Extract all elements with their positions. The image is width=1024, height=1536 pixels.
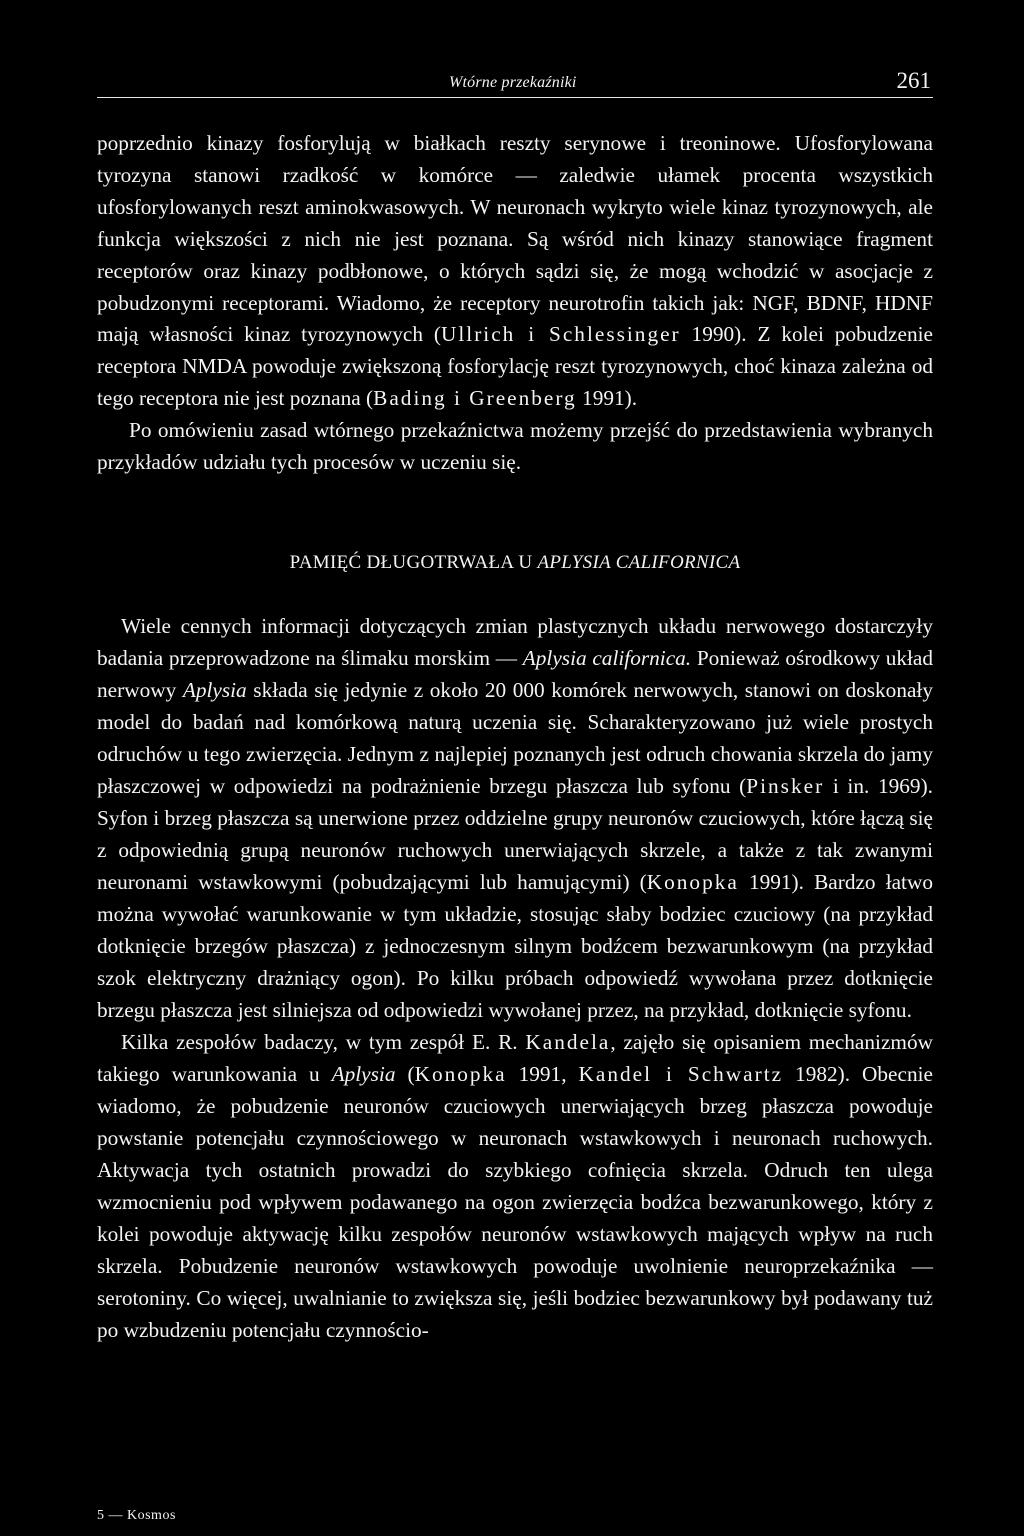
- citation-kandel-schwartz: Kandel i Schwartz: [578, 1062, 784, 1086]
- citation-konopka: Konopka: [646, 870, 739, 894]
- paragraph-4-text-e: 1982). Obecnie wiadomo, że pobudzenie neuronów czuciowych unerwiających brzeg płaszcza powoduje powstanie potencjału czynnościowego w neuronach wstawkowych i neuronach ruchowych. Aktywacja tych ostatnich prowadzi do szybkiego cofnięcia skrzela. Odruch ten ulega wzmocnieniu pod wpływem podawanego na ogon zwierzęcia bodźca bezwarunkowego, który z kolei powoduje aktywację kilku zespołów neuronów wstawkowych mających wpływ na ruch skrzela. Pobudzenie neuronów wstawkowych powoduje uwolnienie neuroprzekaźnika — serotoniny. Co więcej, uwalnianie to zwiększa się, jeśli bodziec bezwarunkowy był podawany tuż po wzbudzeniu potencjału czynnościo-: [97, 1062, 933, 1342]
- header-rule: [97, 97, 933, 98]
- paragraph-4: [97, 1026, 933, 1346]
- section-heading-italic: APLYSIA CALIFORNICA: [537, 552, 741, 573]
- paragraph-4-text-d: 1991,: [506, 1062, 579, 1086]
- page-number: 261: [896, 68, 931, 93]
- paragraph-4-text-c: (: [395, 1062, 415, 1086]
- running-head: [97, 66, 933, 96]
- citation-kandela: Kandela: [525, 1030, 611, 1054]
- paragraph-2: Po omówieniu zasad wtórnego przekaźnictwa możemy przejść do przedstawienia wybranych przykładów udziału tych procesów w uczeniu się.: [97, 418, 933, 475]
- footer-signature: 5 — Kosmos: [97, 1508, 176, 1523]
- citation-pinsker: Pinsker: [746, 774, 825, 798]
- running-title: Wtórne przekaźniki: [449, 74, 577, 91]
- citation-bading: Bading i Greenberg: [373, 386, 577, 411]
- paragraph-3-text-a: Wiele cennych informacji dotyczących zmian plastycznych układu nerwowego dostarczyły badania przeprowadzone na ślimaku morskim —: [97, 614, 933, 670]
- section-text: [97, 610, 933, 1346]
- paragraph-3-italic-2: Aplysia: [182, 678, 247, 702]
- citation-ullrich: Ullrich i Schlessinger: [440, 322, 681, 347]
- paragraph-3-text-b: Ponieważ ośrodkowy układ nerwowy: [97, 646, 934, 702]
- paragraph-1: [97, 128, 933, 415]
- paragraph-3-text-d: i in. 1969). Syfon i brzeg płaszcza są unerwione przez oddzielne grupy neuronów czuciowych, które łączą się z odpowiednią grupą neuronów ruchowych unerwiających skrzele, a także z tak zwanymi neuronami wstawkowymi (pobudzającymi lub hamującymi) (: [97, 774, 934, 894]
- paragraph-3-text-e: 1991). Bardzo łatwo można wywołać warunkowanie w tym układzie, stosując słaby bodziec czuciowy (na przykład dotknięcie brzegów płaszcza) z jednoczesnym silnym bodźcem bezwarunkowym (na przykład szok elektryczny drażniący ogon). Po kilku próbach odpowiedź wywołana przez dotknięcie brzegu płaszcza jest silniejsza od odpowiedzi wywołanej przez, na przykład, dotknięcie syfonu.: [97, 870, 934, 1022]
- paragraph-1-text-b: 1990). Z kolei pobudzenie receptora NMDA powoduje zwiększoną fosforylację reszt tyrozynowych, choć kinaza zależna od tego receptora nie jest poznana (: [97, 322, 933, 411]
- paragraph-4-text-a: Kilka zespołów badaczy, w tym zespół E. R.: [121, 1030, 526, 1054]
- paragraph-4-italic-1: Aplysia: [331, 1062, 396, 1086]
- paragraph-1-text-a: poprzednio kinazy fosforylują w białkach reszty serynowe i treoninowe. Ufosforylowana tyrozyna stanowi rzadkość w komórce — zaledwie ułamek procenta wszystkich ufosforylowanych reszt aminokwasowych. W neuronach wykryto wiele kinaz tyrozynowych, ale funkcja większości z nich nie jest poznana. Są wśród nich kinazy stanowiące fragment receptorów oraz kinazy podbłonowe, o których sądzi się, że mogą wchodzić w asocjacje z pobudzonymi receptorami. Wiadomo, że receptory neurotrofin takich jak: NGF, BDNF, HDNF mają własności kinaz tyrozynowych (: [97, 131, 933, 347]
- citation-konopka-2: Konopka: [414, 1062, 507, 1086]
- paragraph-3: [97, 610, 933, 1026]
- paragraph-3-text-c: składa się jedynie z około 20 000 komórek nerwowych, stanowi on doskonały model do badań nad komórkową naturą uczenia się. Scharakteryzowano już wiele prostych odruchów u tego zwierzęcia. Jednym z najlepiej poznanych jest odruch chowania skrzela do jamy płaszczowej w odpowiedzi na podrażnienie brzegu płaszcza lub syfonu (: [97, 678, 933, 798]
- paragraph-4-text-b: , zajęło się opisaniem mechanizmów takiego warunkowania u: [97, 1030, 933, 1086]
- paragraph-3-italic-1: Aplysia californica.: [522, 646, 692, 670]
- paragraph-1-text-c: 1991).: [576, 386, 638, 411]
- section-heading-plain: PAMIĘĆ DŁUGOTRWAŁA U: [289, 552, 538, 573]
- body-text: [97, 128, 933, 479]
- section-heading: [97, 552, 933, 574]
